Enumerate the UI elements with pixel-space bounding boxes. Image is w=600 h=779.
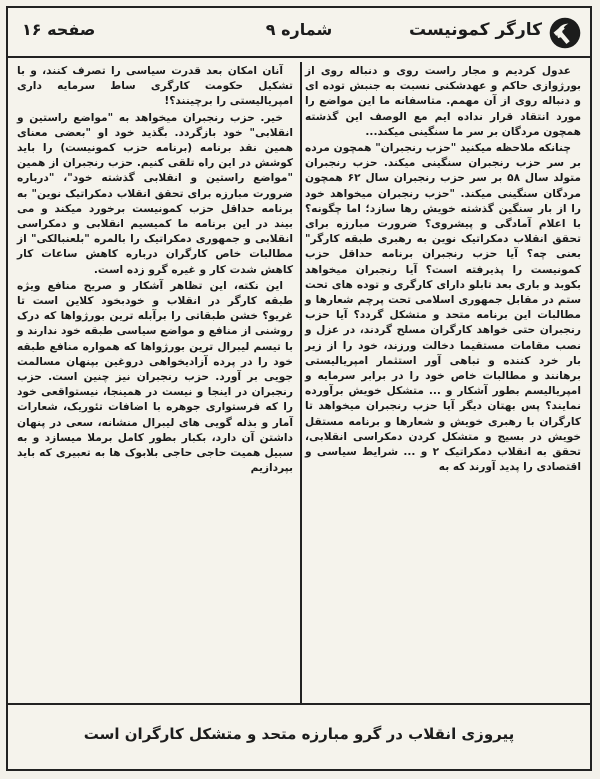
footer-slogan: پیروزی انقلاب در گرو مبارزه متحد و متشکل کارگران است: [83, 725, 515, 743]
masthead: [8, 8, 590, 58]
paragraph: خیر. حزب رنجبران میخواهد به "مواضع راستین و انقلابی" خود بازگردد. بگذید خود او "بعضی معنای همین نقد برنامه (برنامه حزب کمونیست) را باید کوشش در این راه تلقی کنیم. حزب رنجبران از همین "مواضع راستین و انقلابی گذشته خود"، "درباره ضرورت مبارزه برای تحقق انقلاب دمکراتیک نوین" به برنامه حداقل حزب کمونیست برخورد میکند و می بیند در این برنامه ما کمیسیم انقلابی و دمکراسی انقلابی و جمهوری دمکراتیک را بالمره "بلعنبالکی" از مطالبات خاص کارگران درباره کاهش ساعات کار کاهش شدت کار و غیره گرو زده است.: [17, 111, 293, 276]
paragraph: چنانکه ملاحظه میکنید "حزب رنجبران" همچون مرده بر سر حزب رنجبران سنگینی میکند. حزب رنجبران متولد سال ۵۸ بر سر حزب رنجبران سال ۶۲ همچون مردگان سنگینی میکند. "حزب رنجبران میخواهد خود را از بار سنگین گذشته خویش رها سازد؛ اما چگونه؟ با اعلام آمادگی و پیشروی؟ ضرورت مبارزه برای تحقق انقلاب دمکراتیک نوین به رهبری طبقه کارگر" بعنی چه؟ آیا حزب رنجبران برنامه حداقل حزب کمونیست را پذیرفته است؟ آیا رنجبران میخواهد بکوبد و باری بعد تابلو دارای کارگری و توده های تحت ستم در مقابل جمهوری اسلامی تحت پرچم شعارها و مطالبات این برنامه متحد و متشکل گردد؟ آیا حزب رنجبران حتی خواهد کارگران مسلح گردند، در عزل و نصب مقامات مستقیما دخالت ورزند، خود را از زیر بار خرد کننده و تباهی آور استثمار امپریالیستی برهانند و مطالبات خاص خود را در برابر سرمایه و امپریالیسم بطور آشکار و ... متشکل خویش برآورده نمایند؟ پس بهتان دیگر آیا حزب رنجبران میخواهد تا کارگران با رهبری خویش و شعارها و برنامه مستقل خویش در بسیج و متشکل کردن دمکراسی انقلابی، تحقق به انقلاب دمکراتیک ۲ و ... شرایط سیاسی و اقتصادی را پدید آورند که به: [305, 142, 581, 474]
page-number: صفحه ۱۶: [22, 20, 96, 39]
footer-banner: [8, 703, 590, 769]
issue-number: شماره ۹: [265, 20, 333, 39]
column-divider: [300, 62, 302, 704]
paragraph: آنان امکان بعد قدرت سیاسی را تصرف کنند، و با تشکیل حکومت کارگری ساط سرمایه داری امپریالیستی را برچینند؟!: [17, 65, 293, 108]
article-column-right: [302, 62, 584, 702]
paragraph: این نکته، این تظاهر آشکار و صریح منافع ویژه طبقه کارگر در انقلاب و خودبخود کلاین است تا غریو؟ خشن طبقاتی را برآبله ترین بورژواها که درک روشنی از منافع و مواضع سیاسی طبقه خود ندارند و با تیسم لیبرال ترین بورژواها که همواره منافع طبقه خود را در پرده آزادیخواهی دروغین بپنهان مسالمت جویی بر آورد. حزب رنجبران نیز چنین است. حزب رنجبران در اینجا و نیست در همینجا، نیستواقعی خود را که فرستواری جوهره با اضافات تئوریک، شعارات آمار و بذله گویی های لیبرال منشانه، سعی در پنهان داشتن آن دارد، بکبار بطور کامل برملا میسازد و به سبیل همیت حاجی حاجی بلابوک ها به تعبیری که باید بپردازیم: [17, 279, 293, 475]
newspaper-page: [6, 6, 592, 771]
paragraph: عدول کردیم و مجار راست روی و دنباله روی از بورژوازی حاکم و عهدشکنی نسبت به جنبش توده ای و دنباله روی از آن مهمم. متاسفانه ما این مواضع را مورد انتقاد قرار نداده ایم مع الوصف این گذشته همچون مردگان بر سر ما سنگینی میکند...: [305, 65, 581, 138]
article-column-left: [14, 62, 296, 702]
publication-name: کارگر کمونیست: [409, 20, 542, 40]
